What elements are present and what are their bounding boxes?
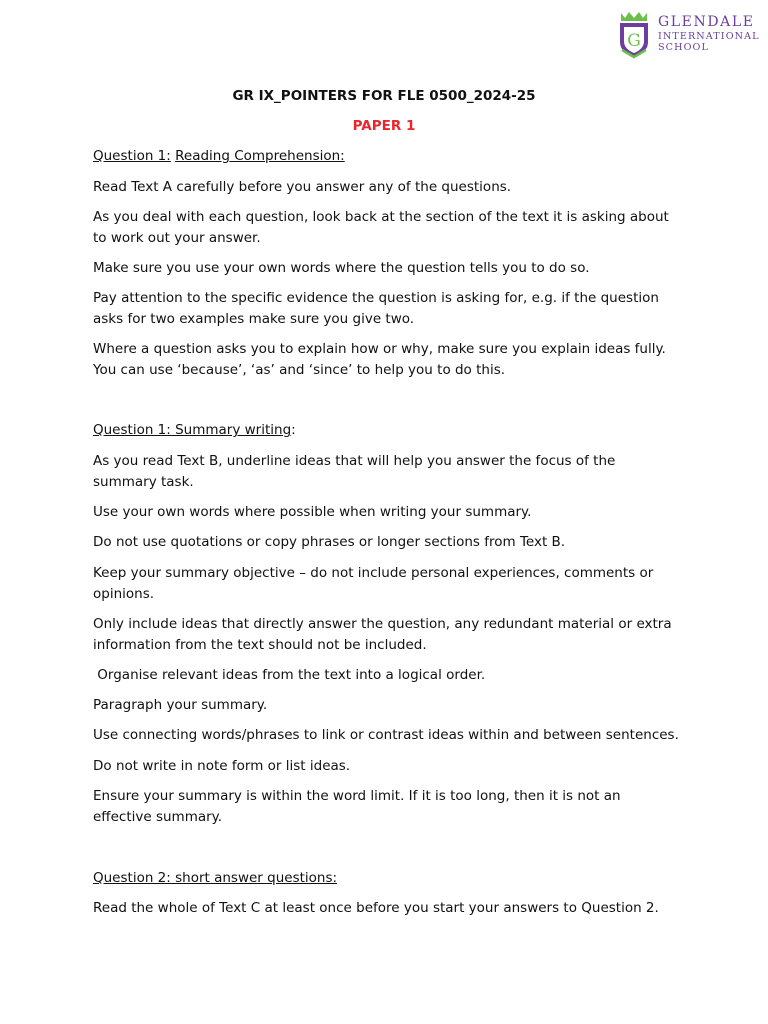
pointer-item: Read the whole of Text C at least once before you start your answers to Question 2.: [93, 900, 659, 916]
logo-school-word: SCHOOL: [658, 41, 709, 53]
heading-prefix: Question 1:: [93, 148, 171, 164]
pointer-item: As you read Text B, underline ideas that will help you answer the focus of the summary task.: [93, 453, 616, 490]
section-heading-short-answer: [93, 868, 683, 889]
pointer-item: Read Text A carefully before you answer any of the questions.: [93, 179, 512, 195]
pointer-item: Do not use quotations or copy phrases or longer sections from Text B.: [93, 534, 566, 550]
school-logo: [614, 10, 760, 60]
heading-main: Question 1: Summary writing: [93, 422, 292, 438]
heading-suffix: :: [291, 422, 296, 438]
pointer-item: Organise relevant ideas from the text into a logical order.: [93, 667, 486, 683]
logo-school-name: GLENDALE: [658, 14, 755, 30]
pointer-item: Use your own words where possible when writing your summary.: [93, 504, 532, 520]
pointer-item: Paragraph your summary.: [93, 697, 268, 713]
section-heading-reading-comprehension: [93, 146, 683, 167]
pointer-item: Pay attention to the specific evidence the question is asking for, e.g. if the question asks for two examples make sure you give two.: [93, 290, 659, 327]
pointer-item: Make sure you use your own words where the question tells you to do so.: [93, 260, 590, 276]
svg-text:G: G: [627, 31, 641, 51]
pointer-item: Use connecting words/phrases to link or contrast ideas within and between sentences.: [93, 727, 679, 743]
logo-school-type: INTERNATIONAL: [658, 31, 760, 42]
heading-main: Question 2: short answer questions:: [93, 870, 338, 886]
pointer-item: Do not write in note form or list ideas.: [93, 758, 351, 774]
pointer-item: Where a question asks you to explain how or why, make sure you explain ideas fully. You can use ‘because’, ‘as’ and ‘since’ to help you to do this.: [93, 341, 666, 378]
document-title: GR IX_POINTERS FOR FLE 0500_2024-25: [232, 88, 536, 104]
pointer-item: Keep your summary objective – do not include personal experiences, comments or opinions.: [93, 565, 654, 602]
pointer-item: As you deal with each question, look back at the section of the text it is asking about to work out your answer.: [93, 209, 669, 246]
school-crest-icon: [614, 10, 654, 60]
heading-main: Reading Comprehension:: [175, 148, 345, 164]
pointer-item: Only include ideas that directly answer the question, any redundant material or extra information from the text should not be included.: [93, 616, 672, 653]
pointer-item: Ensure your summary is within the word limit. If it is too long, then it is not an effective summary.: [93, 788, 621, 825]
section-heading-summary-writing: [93, 420, 683, 441]
paper-label: PAPER 1: [352, 118, 416, 134]
